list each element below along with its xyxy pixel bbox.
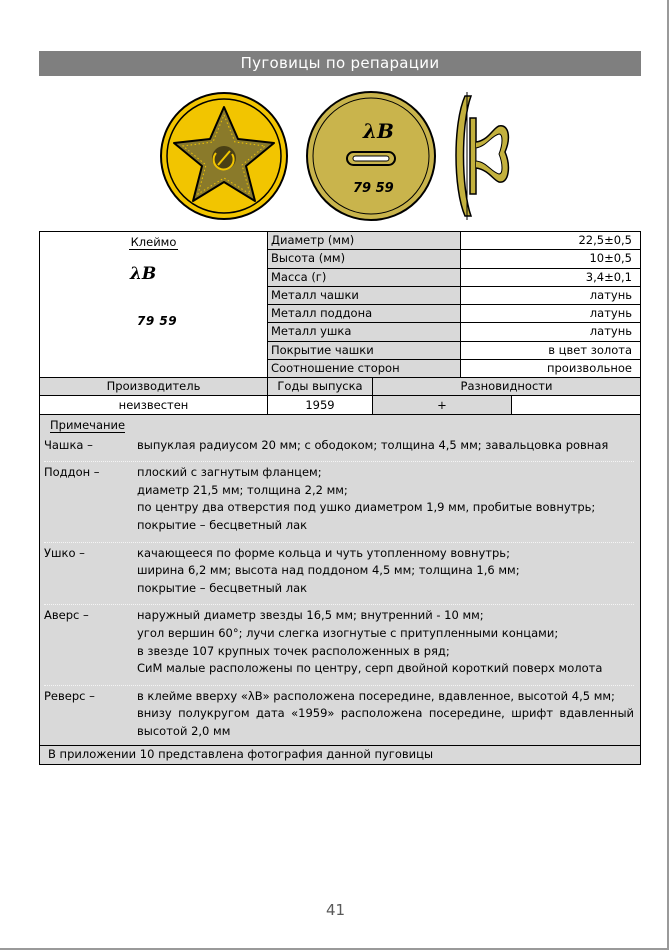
param-row — [268, 287, 640, 305]
button-back-image — [305, 90, 437, 222]
appendix-note: В приложении 10 представлена фотография данной пуговицы — [40, 745, 640, 764]
param-row — [268, 269, 640, 287]
note-label: Реверс – — [44, 688, 95, 703]
button-images — [39, 88, 641, 228]
param-value: латунь — [589, 287, 632, 302]
button-front-image — [159, 91, 289, 221]
value-years: 1959 — [268, 396, 373, 414]
page-number: 41 — [325, 901, 346, 919]
param-value: произвольное — [546, 360, 632, 375]
value-variant-extra — [512, 396, 640, 414]
note-item — [44, 543, 634, 606]
note-line: плоский с загнутым фланцем; — [137, 465, 322, 480]
mark-logo: λВ — [130, 264, 157, 284]
param-value: 3,4±0,1 — [585, 269, 632, 284]
info-header-row — [40, 378, 640, 396]
mark-number: 79 59 — [137, 314, 178, 328]
param-row — [268, 323, 640, 341]
header-variants: Разновидности — [460, 379, 553, 393]
params-list — [268, 232, 640, 377]
param-row — [268, 250, 640, 268]
value-variant-mark: + — [373, 396, 512, 414]
back-mark-logo: λВ — [363, 119, 394, 143]
param-row — [268, 305, 640, 323]
info-value-row — [40, 396, 640, 415]
note-item — [44, 686, 634, 741]
note-line: покрытие – бесцветный лак — [137, 580, 308, 595]
mark-title: Клеймо — [130, 235, 177, 249]
note-label: Ушко – — [44, 545, 85, 560]
note-line: ширина 6,2 мм; высота над поддоном 4,5 мм; толщина 1,6 мм; — [137, 563, 520, 578]
param-row — [268, 342, 640, 360]
header-maker: Производитель — [40, 378, 268, 395]
param-row — [268, 360, 640, 377]
value-maker: неизвестен — [40, 396, 268, 414]
note-item — [44, 605, 634, 685]
note-line: в клейме вверху «λВ» расположена посередине, вдавленное, высотой 4,5 мм; — [137, 688, 615, 703]
param-key: Металл ушка — [268, 323, 461, 340]
param-key: Соотношение сторон — [268, 360, 461, 377]
note-label: Аверс – — [44, 608, 89, 623]
param-value: латунь — [589, 306, 632, 320]
note-line: выпуклая радиусом 20 мм; с ободоком; толщина 4,5 мм; завальцовка ровная — [137, 437, 609, 452]
param-key: Металл поддона — [268, 305, 461, 322]
note-line: СиМ малые расположены по центру, серп двойной короткий поверх молота — [137, 661, 603, 676]
param-key: Покрытие чашки — [268, 342, 461, 359]
button-side-image — [449, 88, 519, 224]
note-line: диаметр 21,5 мм; толщина 2,2 мм; — [137, 482, 348, 497]
param-row — [268, 232, 640, 250]
param-value: 22,5±0,5 — [578, 233, 632, 247]
param-value: 10±0,5 — [589, 251, 632, 266]
back-mark-number: 79 59 — [353, 181, 394, 196]
note-label: Поддон – — [44, 465, 100, 480]
note-line: покрытие – бесцветный лак — [137, 517, 308, 532]
note-item — [44, 462, 634, 542]
notes-title: Примечание — [50, 418, 126, 432]
param-key: Масса (г) — [268, 269, 461, 286]
note-line: наружный диаметр звезды 16,5 мм; внутренний - 10 мм; — [137, 608, 484, 623]
note-line: внизу полукругом дата «1959» расположена посередине, шрифт вдавленный высотой 2,0 мм — [137, 706, 634, 738]
param-key: Высота (мм) — [268, 250, 461, 267]
note-line: по центру два отверстия под ушко диаметром 1,9 мм, пробитые вовнутрь; — [137, 500, 596, 515]
note-line: угол вершин 60°; лучи слегка изогнутые с притупленными концами; — [137, 625, 559, 640]
notes-section — [40, 415, 640, 745]
param-value: латунь — [589, 324, 632, 339]
mark-cell — [40, 232, 268, 377]
param-key: Диаметр (мм) — [268, 232, 461, 249]
note-line: качающееся по форме кольца и чуть утопленному вовнутрь; — [137, 545, 510, 560]
note-item — [44, 435, 634, 463]
param-key: Металл чашки — [268, 287, 461, 304]
note-label: Чашка – — [44, 437, 93, 452]
header-years: Годы выпуска — [268, 378, 373, 395]
spec-table — [39, 231, 641, 765]
note-line: в звезде 107 крупных точек расположенных в ряд; — [137, 643, 450, 658]
param-value: в цвет золота — [548, 342, 632, 357]
page-title: Пуговицы по репарации — [39, 51, 641, 76]
